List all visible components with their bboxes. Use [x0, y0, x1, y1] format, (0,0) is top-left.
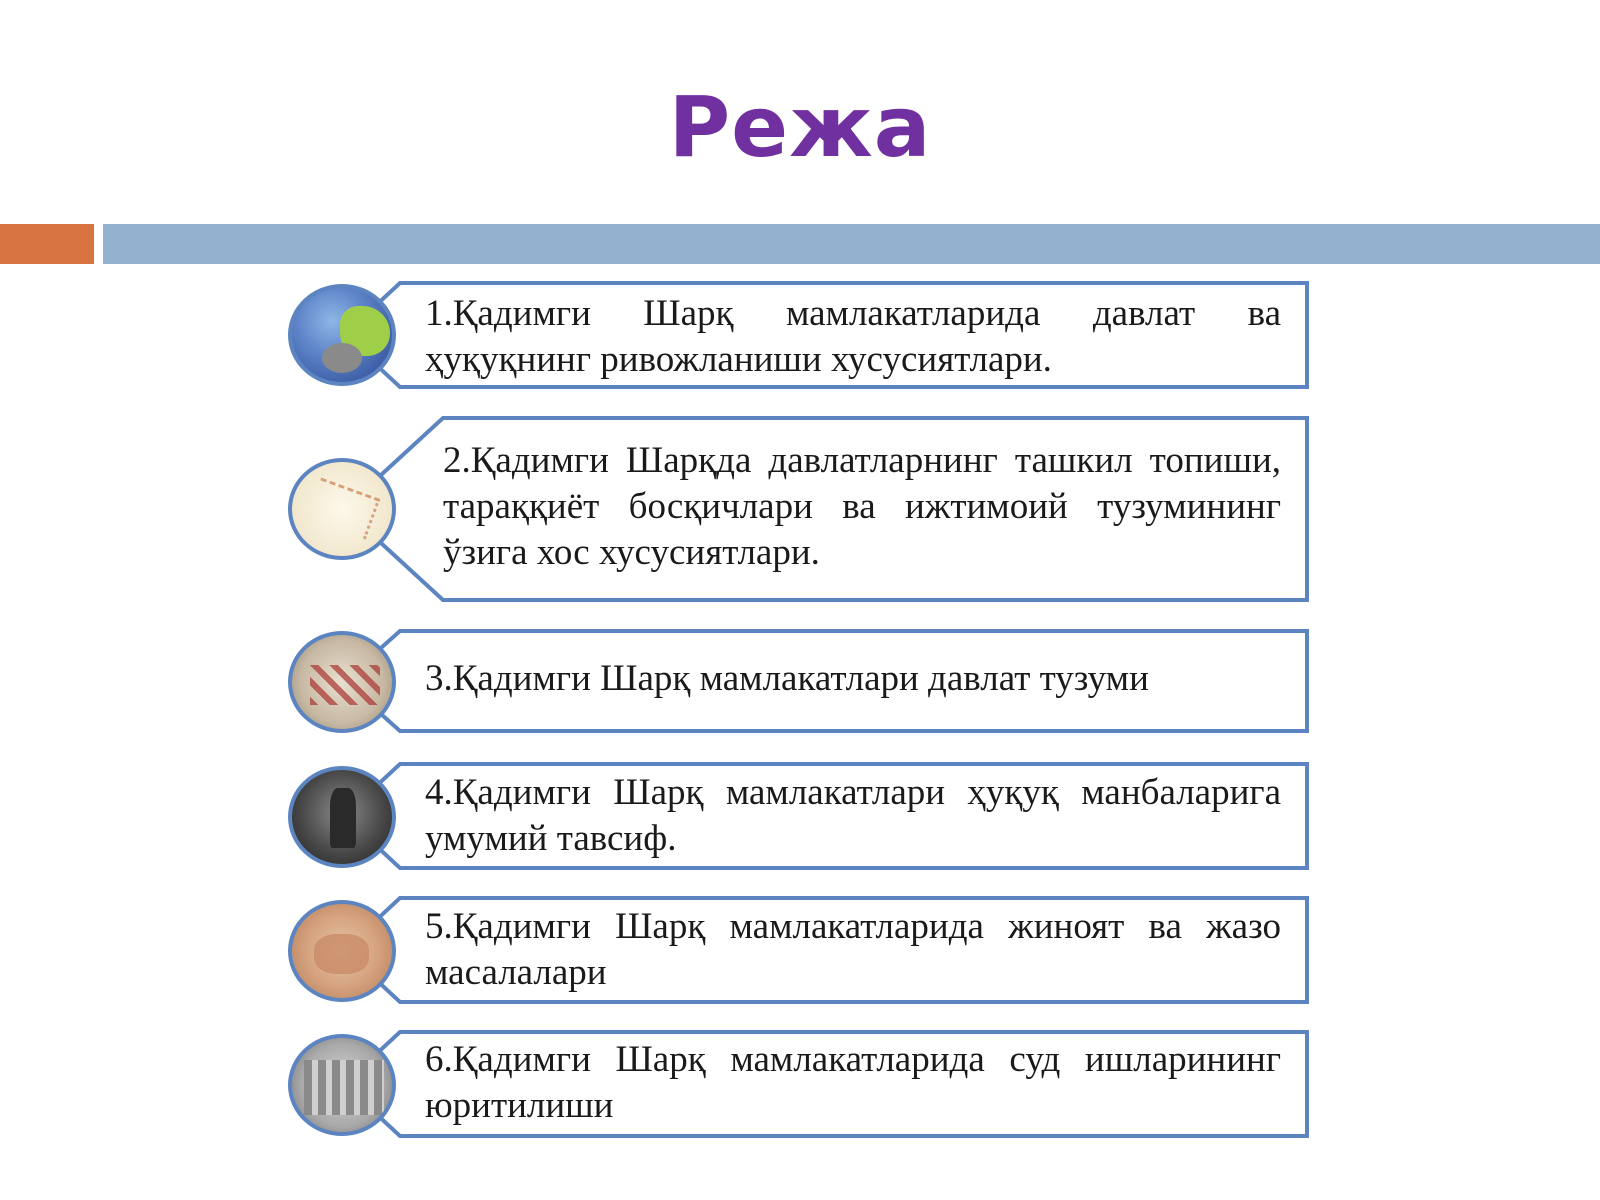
plan-item-6	[0, 1029, 1600, 1141]
ancient-map-icon	[288, 458, 396, 560]
slide-title: Режа	[668, 78, 932, 176]
plan-item-3	[0, 628, 1600, 736]
header-accent-orange	[0, 224, 94, 264]
plan-item-4	[0, 761, 1600, 873]
fresco-icon	[288, 631, 396, 733]
plan-item-text: 3.Қадимги Шарқ мамлакатлари давлат тузуми	[425, 658, 1149, 699]
plan-item-5	[0, 895, 1600, 1007]
plan-item-2	[0, 415, 1600, 605]
relief-carving-icon	[288, 900, 396, 1002]
stone-stele-icon	[288, 766, 396, 868]
header-accent-blue	[103, 224, 1600, 264]
plan-item-text: 6.Қадимги Шарқ мамлакатларида суд ишларининг юритилиши	[425, 1039, 1281, 1126]
plan-item-1	[0, 280, 1600, 392]
plan-item-text: 2.Қадимги Шарқда давлатларнинг ташкил топиши, тараққиёт босқичлари ва ижтимоий тузумининг ўзига хос хусусиятлари.	[443, 440, 1281, 573]
ancient-court-icon	[288, 1034, 396, 1136]
plan-item-text: 5.Қадимги Шарқ мамлакатларида жиноят ва жазо масалалари	[425, 906, 1281, 993]
plan-item-text: 4.Қадимги Шарқ мамлакатлари ҳуқуқ манбаларига умумий тавсиф.	[425, 772, 1281, 859]
map-globe-icon	[288, 284, 396, 386]
plan-item-text: 1.Қадимги Шарқ мамлакатларида давлат ва ҳуқуқнинг ривожланиши хусусиятлари.	[425, 293, 1281, 380]
